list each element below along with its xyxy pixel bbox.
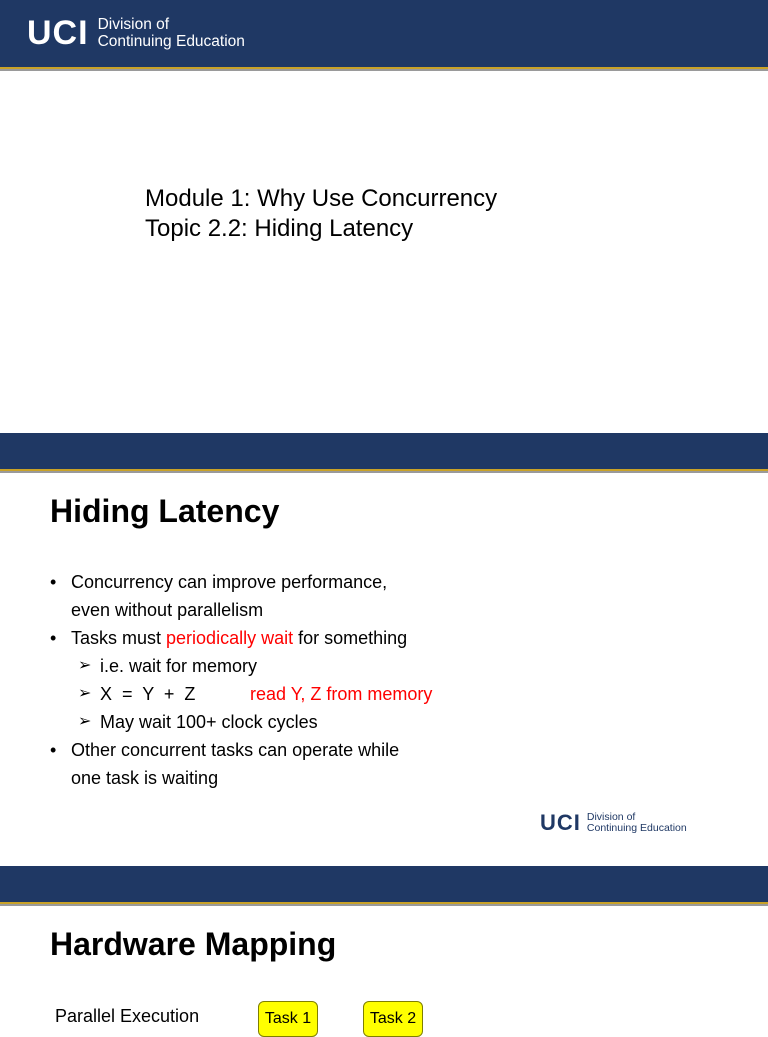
parallel-execution-label: Parallel Execution: [55, 1006, 200, 1026]
task-box-2: Task 2: [363, 1001, 423, 1037]
arrow-bullet-icon: ➢: [78, 685, 92, 702]
bullet-item: [50, 624, 432, 652]
bullet-text: Other concurrent tasks can operate while: [71, 740, 400, 760]
uci-small-logo: [540, 810, 687, 836]
logo-line-2: Continuing Education: [97, 32, 245, 50]
bullet-text: even without parallelism: [71, 600, 264, 620]
bullet-dot-icon: •: [50, 572, 57, 592]
arrow-bullet-icon: ➢: [78, 657, 92, 674]
slide-title-hiding-latency: Hiding Latency: [50, 493, 280, 529]
bullet-dot-icon: •: [50, 628, 57, 648]
topic-title: Topic 2.2: Hiding Latency: [145, 215, 414, 242]
slide-title-hardware-mapping: Hardware Mapping: [50, 926, 337, 962]
module-title-block: [145, 184, 497, 244]
logo-line-1: Division of: [97, 16, 170, 34]
logo-line-1: Division of: [586, 810, 636, 823]
code-text: X = Y + Z: [100, 684, 196, 704]
bullet-text: for something: [293, 628, 408, 648]
sub-bullet-item: [50, 680, 432, 708]
logo-line-2: Continuing Education: [586, 822, 687, 834]
bullet-text: one task is waiting: [71, 768, 219, 788]
slide3-shadow-line: [0, 904, 768, 906]
sub-bullet-item: [50, 708, 432, 736]
module-title: Module 1: Why Use Concurrency: [145, 185, 498, 212]
uci-logo-mark: UCI: [540, 810, 581, 835]
highlight-text: periodically wait: [166, 628, 294, 648]
sub-bullet-item: [50, 652, 432, 680]
uci-logo: [27, 14, 245, 53]
arrow-bullet-icon: ➢: [78, 713, 92, 730]
header-shadow-line: [0, 69, 768, 71]
bullet-item: [50, 568, 432, 624]
bullet-dot-icon: •: [50, 740, 57, 760]
slide2-shadow-line: [0, 471, 768, 473]
bullet-text: Concurrency can improve performance,: [71, 572, 388, 592]
bullet-list: [50, 568, 432, 792]
task-box-1: Task 1: [258, 1001, 318, 1037]
sub-bullet-text: i.e. wait for memory: [100, 656, 258, 676]
slide2-band: [0, 433, 768, 469]
bullet-item: [50, 736, 432, 792]
uci-logo-mark: UCI: [27, 14, 89, 52]
slide3-band: [0, 866, 768, 902]
bullet-text: Tasks must: [71, 628, 167, 648]
highlight-text: read Y, Z from memory: [250, 684, 433, 704]
uci-logo-text: [587, 812, 687, 834]
uci-logo-text: [98, 17, 245, 50]
sub-bullet-text: May wait 100+ clock cycles: [100, 712, 318, 732]
